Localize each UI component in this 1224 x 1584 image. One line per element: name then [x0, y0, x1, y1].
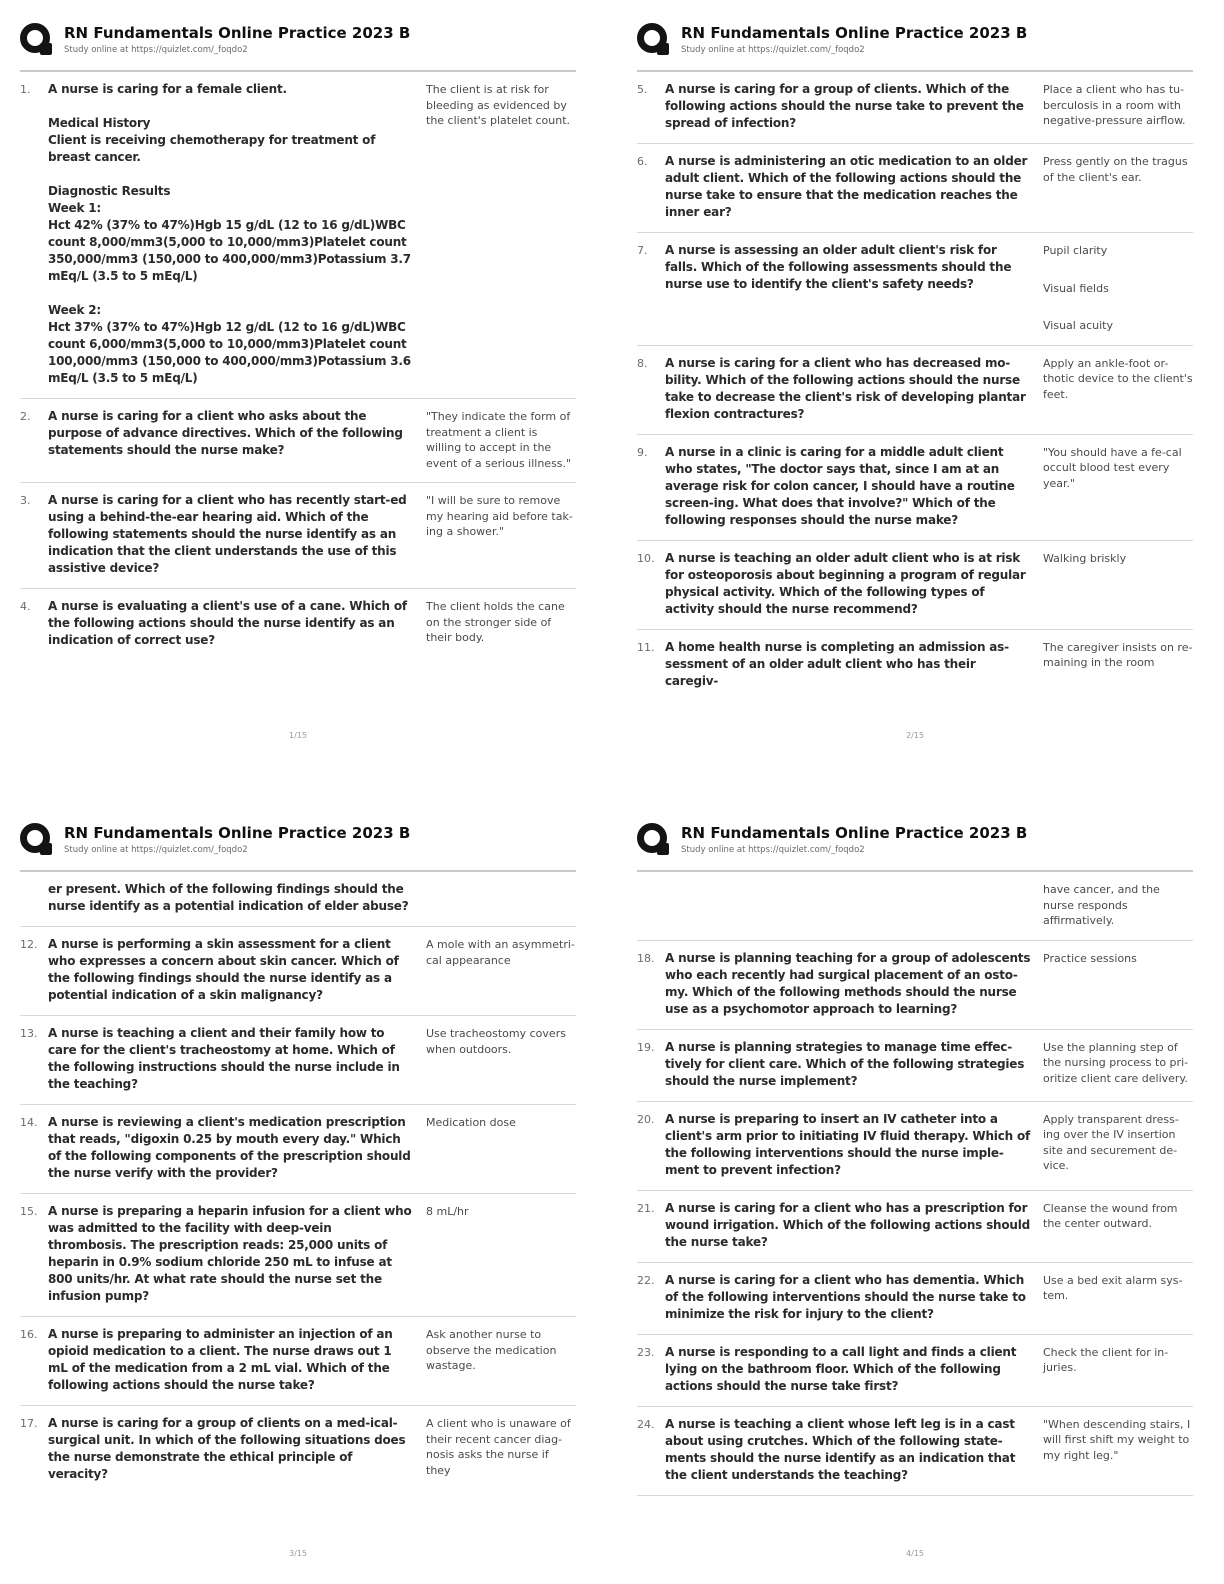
page-number: 1/15: [289, 731, 307, 740]
question-text: A nurse is performing a skin assessment for a client who expresses a concern about skin cancer. Which of the following findings should the nurse identify as a potential indication of a skin malignancy?: [48, 937, 399, 1002]
answer-text: Practice sessions: [1043, 951, 1137, 965]
question-number: 8.: [637, 356, 648, 370]
study-online-url: Study online at https://quizlet.com/_foqdo2: [681, 45, 865, 55]
question-paragraph: Hct 37% (37% to 47%)Hgb 12 g/dL (12 to 16 g/dL)WBC count 6,000/mm3(5,000 to 10,000/mm3)Platelet count 100,000/mm3 (150,000 to 400,000/mm3)Potassium 3.6 mEq/L (3.5 to 5 mEq/L): [48, 320, 411, 385]
question-row: [637, 940, 1193, 1029]
answer-text: Apply an ankle-foot or-thotic device to the client's feet.: [1043, 356, 1193, 401]
page-title: RN Fundamentals Online Practice 2023 B: [681, 824, 1028, 842]
answer-continuation-text: have cancer, and the nurse responds affirmatively.: [1043, 883, 1160, 927]
question-number: 19.: [637, 1040, 655, 1054]
question-row: [637, 232, 1193, 345]
quizlet-logo-tail: [40, 43, 52, 55]
page-title: RN Fundamentals Online Practice 2023 B: [64, 824, 411, 842]
question-paragraph: Medical History: [48, 116, 151, 130]
quizlet-logo-icon: [20, 23, 50, 53]
question-number: 7.: [637, 244, 648, 257]
question-number: 23.: [637, 1345, 655, 1359]
question-row: [20, 398, 576, 482]
answer-text: [426, 881, 576, 882]
question-text: A nurse is caring for a client who has decreased mo-bility. Which of the following actions should the nurse take to decrease the client's risk of developing plantar flexion contractures?: [665, 355, 1026, 421]
question-text: [48, 81, 426, 387]
question-row: [20, 1405, 576, 1494]
question-text: A home health nurse is completing an admission as-sessment of an older adult client who has their caregiv-: [665, 639, 1009, 688]
question-number: 5.: [637, 83, 648, 96]
quizlet-logo-icon: [20, 823, 50, 853]
question-row: [637, 1406, 1193, 1495]
question-text: A nurse is teaching an older adult client who is at risk for osteoporosis about beginning a program of regular physical activity. Which of the following types of activity should the nurse recommend?: [665, 550, 1026, 616]
question-paragraph: Week 1:: [48, 201, 101, 215]
quizlet-logo-icon: [637, 23, 667, 53]
answer-item: Visual fields: [1043, 281, 1109, 295]
quizlet-logo-tail: [657, 43, 669, 55]
page-title: RN Fundamentals Online Practice 2023 B: [64, 24, 411, 42]
page-1: [20, 18, 576, 745]
answer-text: A client who is unaware of their recent cancer diag-nosis asks the nurse if they: [426, 1417, 571, 1477]
question-row: [20, 588, 576, 660]
question-number: 18.: [637, 951, 655, 965]
answer-item: Pupil clarity: [1043, 244, 1108, 257]
question-number: 13.: [20, 1027, 38, 1040]
question-number: 21.: [637, 1201, 655, 1215]
page-number: 3/15: [289, 1549, 307, 1558]
question-number: [20, 881, 48, 883]
question-number: 3.: [20, 494, 31, 507]
question-continuation-text: er present. Which of the following findings should the nurse identify as a potential indication of elder abuse?: [48, 882, 409, 913]
answer-text: Use tracheostomy covers when outdoors.: [426, 1027, 566, 1056]
study-online-url: Study online at https://quizlet.com/_foqdo2: [681, 845, 865, 855]
question-paragraph: Diagnostic Results: [48, 184, 171, 198]
question-number: 2.: [20, 410, 31, 423]
study-online-url: Study online at https://quizlet.com/_foqdo2: [64, 45, 248, 55]
question-text: A nurse in a clinic is caring for a middle adult client who states, "The doctor says that, since I am at an average risk for colon cancer, I should have a routine screen-ing. What does that involve?" Which of the following responses should the nurse make?: [665, 444, 1015, 527]
question-row: [637, 540, 1193, 629]
answer-text: A mole with an asymmetri-cal appearance: [426, 938, 575, 967]
question-row: [637, 434, 1193, 540]
page-4: [637, 818, 1193, 1563]
answer-text: The client holds the cane on the stronger side of their body.: [426, 600, 565, 644]
question-text: A nurse is preparing to insert an IV catheter into a client's arm prior to initiating IV fluid therapy. Which of the following interventions should the nurse imple-ment to prevent infection?: [665, 1111, 1031, 1177]
question-number: 24.: [637, 1417, 655, 1431]
question-number: 1.: [20, 83, 31, 96]
question-row: [637, 1262, 1193, 1334]
question-text: A nurse is preparing a heparin infusion for a client who was admitted to the facility with deep-vein thrombosis. The prescription reads: 25,000 units of heparin in 0.9% sodium chloride 250 mL to infuse at 800 units/hr. At what rate should the nurse set the infusion pump?: [48, 1204, 412, 1303]
question-row: [20, 72, 576, 398]
answer-text: Ask another nurse to observe the medication wastage.: [426, 1328, 557, 1372]
question-number: 16.: [20, 1328, 38, 1341]
question-paragraph: Week 2:: [48, 303, 101, 317]
quizlet-logo-icon: [637, 823, 667, 853]
question-number: 22.: [637, 1273, 655, 1287]
question-row: [637, 1101, 1193, 1190]
quizlet-logo-tail: [40, 843, 52, 855]
answer-text: Use the planning step of the nursing process to pri-oritize client care delivery.: [1043, 1040, 1189, 1085]
answer-text: The caregiver insists on re-maining in the room: [1043, 640, 1193, 669]
question-row: [637, 1334, 1193, 1406]
question-row: [637, 629, 1193, 701]
question-number: 20.: [637, 1112, 655, 1126]
question-row: [20, 1015, 576, 1104]
quizlet-logo-tail: [657, 843, 669, 855]
answer-text: Apply transparent dress-ing over the IV insertion site and securement de-vice.: [1043, 1112, 1179, 1172]
page-3: [20, 818, 576, 1563]
question-text: A nurse is responding to a call light and finds a client lying on the bathroom floor. Which of the following actions should the nurse take first?: [665, 1344, 1017, 1393]
answer-text: The client is at risk for bleeding as evidenced by the client's platelet count.: [426, 83, 571, 127]
answer-text: Use a bed exit alarm sys-tem.: [1043, 1273, 1183, 1302]
question-text: A nurse is planning teaching for a group of adolescents who each recently had surgical placement of an osto-my. Which of the following methods should the nurse use as a psychomotor approach to learning?: [665, 950, 1031, 1016]
page-header: [20, 18, 576, 72]
question-text: A nurse is administering an otic medication to an older adult client. Which of the following actions should the nurse take to ensure that the medication reaches the inner ear?: [665, 154, 1028, 219]
question-text: A nurse is caring for a client who asks about the purpose of advance directives. Which of the following statements should the nurse make?: [48, 409, 403, 457]
question-paragraph: Hct 42% (37% to 47%)Hgb 15 g/dL (12 to 16 g/dL)WBC count 8,000/mm3(5,000 to 10,000/mm3)Platelet count 350,000/mm3 (150,000 to 400,000/mm3)Potassium 3.7 mEq/L (3.5 to 5 mEq/L): [48, 218, 411, 283]
page-header: [637, 818, 1193, 872]
question-row: [637, 72, 1193, 143]
question-row: [20, 1193, 576, 1316]
question-text: A nurse is reviewing a client's medication prescription that reads, "digoxin 0.25 by mouth every day." Which of the following components of the prescription should the nurse verify with the provider?: [48, 1115, 411, 1180]
section-divider: [637, 1495, 1193, 1496]
question-text: A nurse is caring for a group of clients. Which of the following actions should the nurse take to prevent the spread of infection?: [665, 82, 1024, 130]
question-number: 14.: [20, 1116, 38, 1129]
question-text: A nurse is preparing to administer an injection of an opioid medication to a client. The nurse draws out 1 mL of the medication from a 2 mL vial. Which of the following actions should the nurse take?: [48, 1327, 393, 1392]
answer-text: Cleanse the wound from the center outward.: [1043, 1201, 1178, 1230]
answer-continuation-row: [637, 872, 1193, 940]
question-number: 10.: [637, 551, 655, 565]
answer-text: "They indicate the form of treatment a client is willing to accept in the event of a serious illness.": [426, 410, 572, 470]
question-row: [637, 1029, 1193, 1101]
question-row: [20, 482, 576, 588]
question-text: A nurse is teaching a client whose left leg is in a cast about using crutches. Which of the following state-ments should the nurse identify as an indication that the client understands the teaching?: [665, 1416, 1016, 1482]
question-text: A nurse is teaching a client and their family how to care for the client's tracheostomy at home. Which of the following instructions should the nurse include in the teaching?: [48, 1026, 400, 1091]
question-text: A nurse is caring for a client who has dementia. Which of the following interventions should the nurse take to minimize the risk for injury to the client?: [665, 1272, 1026, 1321]
question-row: [20, 1316, 576, 1405]
answer-text: "I will be sure to remove my hearing aid before tak-ing a shower.": [426, 494, 573, 538]
question-row: [637, 143, 1193, 232]
question-text: A nurse is caring for a group of clients on a med-ical-surgical unit. In which of the following situations does the nurse demonstrate the ethical principle of veracity?: [48, 1416, 406, 1481]
study-online-url: Study online at https://quizlet.com/_foqdo2: [64, 845, 248, 855]
question-number: 17.: [20, 1417, 38, 1430]
question-paragraph: A nurse is caring for a female client.: [48, 82, 287, 96]
question-continuation-row: [20, 872, 576, 926]
page-title: RN Fundamentals Online Practice 2023 B: [681, 24, 1028, 42]
answer-text: 8 mL/hr: [426, 1205, 469, 1218]
question-row: [637, 345, 1193, 434]
answer-text: Medication dose: [426, 1116, 516, 1129]
answer-text: [1043, 242, 1193, 334]
page-header: [637, 18, 1193, 72]
page-2: [637, 18, 1193, 745]
answer-text: Walking briskly: [1043, 551, 1127, 565]
question-number: 15.: [20, 1205, 38, 1218]
question-number: [637, 881, 665, 883]
question-paragraph: Client is receiving chemotherapy for treatment of breast cancer.: [48, 133, 376, 164]
question-number: 9.: [637, 445, 648, 459]
question-text: A nurse is caring for a client who has a prescription for wound irrigation. Which of the following actions should the nurse take?: [665, 1200, 1031, 1249]
answer-text: Check the client for in-juries.: [1043, 1345, 1169, 1374]
question-row: [20, 1104, 576, 1193]
question-number: 12.: [20, 938, 38, 951]
question-text: A nurse is evaluating a client's use of a cane. Which of the following actions should the nurse identify as an indication of correct use?: [48, 599, 407, 647]
question-text: A nurse is planning strategies to manage time effec-tively for client care. Which of the following strategies should the nurse implement?: [665, 1039, 1025, 1088]
answer-text: "When descending stairs, I will first shift my weight to my right leg.": [1043, 1417, 1191, 1462]
answer-text: Press gently on the tragus of the client's ear.: [1043, 155, 1188, 184]
question-row: [637, 1190, 1193, 1262]
answer-item: Visual acuity: [1043, 319, 1113, 332]
answer-text: "You should have a fe-cal occult blood test every year.": [1043, 445, 1182, 490]
question-number: 4.: [20, 600, 31, 613]
question-text: A nurse is assessing an older adult client's risk for falls. Which of the following assessments should the nurse use to identify the client's safety needs?: [665, 243, 1012, 291]
page-number: 2/15: [906, 731, 924, 740]
question-text: A nurse is caring for a client who has recently start-ed using a behind-the-ear hearing aid. Which of the following statements should the nurse identify as an indication that the client understands the use of this assistive device?: [48, 493, 407, 575]
question-number: 6.: [637, 155, 648, 168]
page-header: [20, 818, 576, 872]
answer-text: Place a client who has tu-berculosis in a room with negative-pressure airflow.: [1043, 83, 1186, 127]
question-row: [20, 926, 576, 1015]
page-number: 4/15: [906, 1549, 924, 1558]
question-number: 11.: [637, 640, 655, 654]
